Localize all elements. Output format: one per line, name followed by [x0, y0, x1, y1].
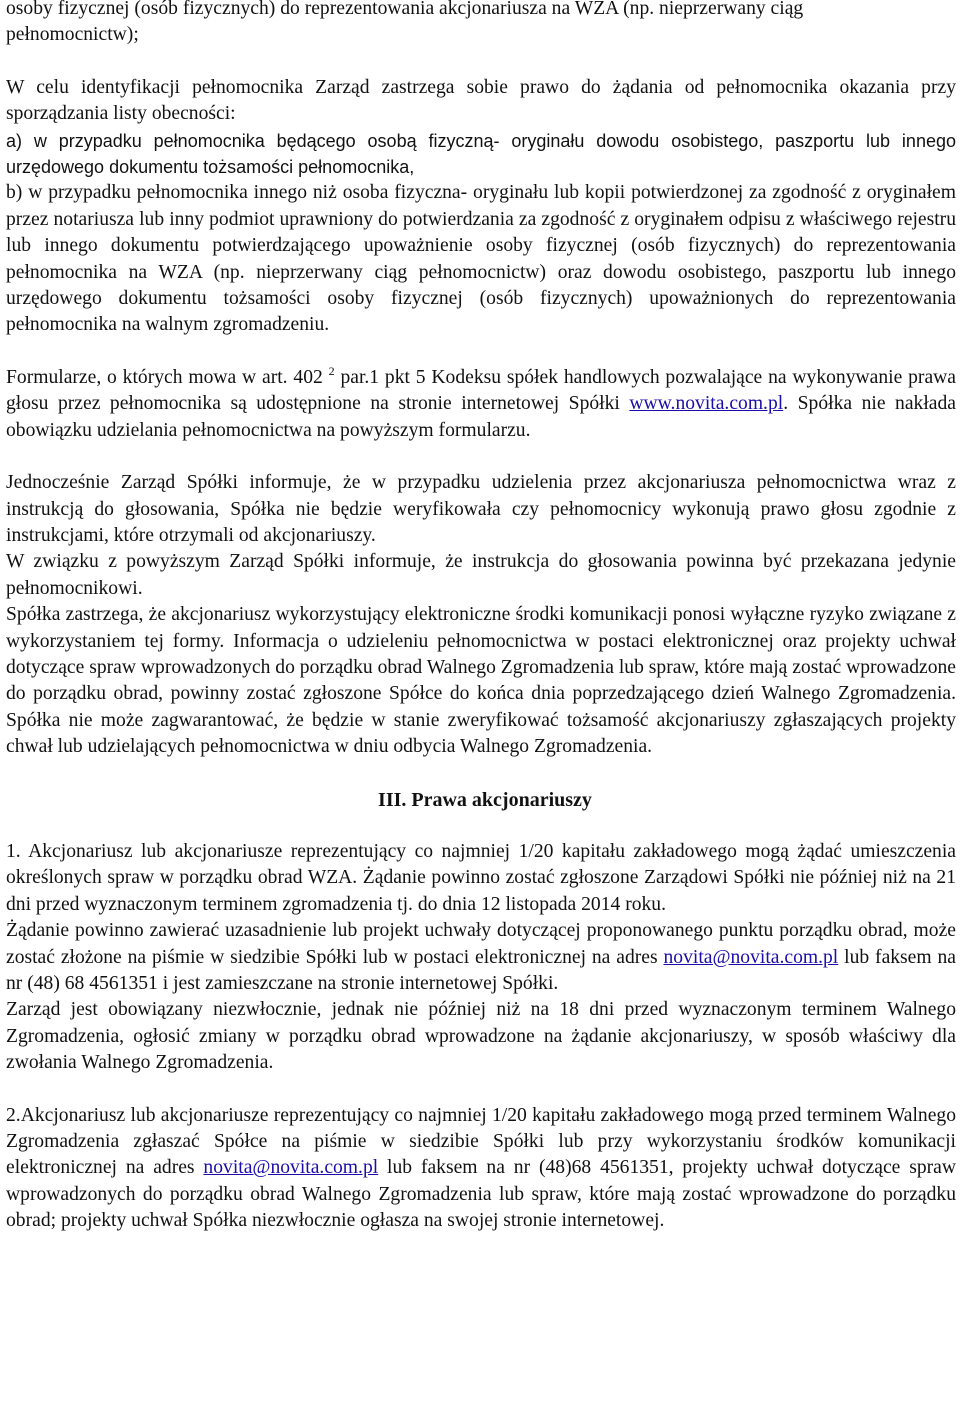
identification-item-b: b) w przypadku pełnomocnika innego niż osoba fizyczna- oryginału lub kopii potwierdzonej za zgodność z oryginałem przez notariusza lub inny podmiot uprawniony do potwierdzania za zgodność z oryginałem odpisu z właściwego rejestru lub innego dokumentu potwierdzającego upoważnienie osoby fizycznej (osób fizycznych) do reprezentowania pełnomocnika na WZA (np. nieprzerwany ciąg pełnomocnictw) oraz dowodu osobistego, paszportu lub innego urzędowego dokumentu tożsamości osoby fizycznej (osób fizycznych) upoważnionych do reprezentowania pełnomocnika na walnym zgromadzeniu.	[6, 182, 956, 336]
rights-p4-pre: 2.Akcjonariusz lub akcjonariusze reprezentujący co najmniej 1/20 kapitału zakładowego mogą przed terminem Walnego Zgromadzenia zgłaszać Spółce na piśmie w siedzibie Spółki lub przy wykorzystaniu środków komunikacji elektronicznej na adres	[6, 1104, 956, 1179]
spacer	[6, 1077, 956, 1103]
board-paragraph-3: Spółka zastrzega, że akcjonariusz wykorzystujący elektroniczne środki komunikacji ponosi wyłączne ryzyko związane z wykorzystaniem tej formy. Informacja o udzieleniu pełnomocnictwa w postaci elektronicznej oraz projekty uchwał dotyczące spraw wprowadzonych do porządku obrad Walnego Zgromadzenia lub spraw, które mają zostać wprowadzone do porządku obrad, powinny zostać zgłoszone Spółce do końca dnia poprzedzającego dzień Walnego Zgromadzenia. Spółka nie może zagwarantować, że będzie w stanie zweryfikować tożsamość akcjonariuszy zgłaszających projekty chwał lub udzielających pełnomocnictwa w dniu odbycia Walnego Zgromadzenia.	[6, 604, 956, 758]
rights-paragraph-2	[6, 918, 956, 997]
rights-p2-post: lub faksem na nr (48) 68 4561351 i jest zamieszczane na stronie internetowej Spółki.	[6, 946, 956, 994]
website-link[interactable]: www.novita.com.pl	[629, 393, 784, 415]
spacer	[6, 761, 956, 787]
rights-p4-post: lub faksem na nr (48)68 4561351, projekty uchwał dotyczące spraw wprowadzonych do porządku obrad Walnego Zgromadzenia lub spraw, które mają zostać wprowadzone do porządku obrad; projekty uchwał Spółka niezwłocznie ogłasza na swojej stronie internetowej.	[6, 1157, 957, 1232]
rights-p2-pre: Żądanie powinno zawierać uzasadnienie lub projekt uchwały dotyczącej proponowanego punktu porządku obrad, może zostać złożone na piśmie w siedzibie Spółki lub w postaci elektronicznej na adres	[6, 920, 956, 968]
rights-paragraph-4	[6, 1103, 956, 1235]
spacer	[6, 444, 956, 470]
intro-line-2: pełnomocnictw);	[6, 24, 139, 46]
forms-text-pre: Formularze, o których mowa w art. 402	[6, 366, 323, 388]
rights-paragraph-3: Zarząd jest obowiązany niezwłocznie, jednak nie później niż na 18 dni przed wyznaczonym terminem Walnego Zgromadzenia, ogłosić zmiany w porządku obrad wprowadzone na żądanie akcjonariuszy, w sposób właściwy dla zwołania Walnego Zgromadzenia.	[6, 999, 956, 1074]
document-page	[6, 0, 956, 1235]
rights-paragraph-1: 1. Akcjonariusz lub akcjonariusze reprezentujący co najmniej 1/20 kapitału zakładowego mogą żądać umieszczenia określonych spraw w porządku obrad WZA. Żądanie powinno zostać zgłoszone Zarządowi Spółki nie później niż na 21 dni przed wyznaczonym terminem zgromadzenia tj. do dnia 12 listopada 2014 roku.	[6, 840, 956, 915]
spacer	[6, 49, 956, 75]
spacer	[6, 813, 956, 839]
forms-text-post: par.1 pkt 5 Kodeksu spółek handlowych pozwalające na wykonywanie prawa głosu przez pełnomocnika są udostępnione na stronie internetowej Spółki	[6, 366, 956, 415]
board-paragraph-1: Jednocześnie Zarząd Spółki informuje, że w przypadku udzielenia przez akcjonariusza pełnomocnictwa wraz z instrukcją do głosowania, Spółka nie będzie weryfikowała czy pełnomocnicy wykonują prawo głosu zgodnie z instrukcjami, które otrzymali od akcjonariuszy.	[6, 472, 956, 546]
email-link[interactable]: novita@novita.com.pl	[203, 1157, 379, 1179]
forms-superscript: 2	[328, 363, 335, 378]
intro-line-1: osoby fizycznej (osób fizycznych) do reprezentowania akcjonariusza na WZA (np. nieprzerwany ciąg	[6, 0, 804, 19]
identification-paragraph: W celu identyfikacji pełnomocnika Zarząd zastrzega sobie prawo do żądania od pełnomocnika okazania przy sporządzania listy obecności:	[6, 76, 956, 125]
identification-item-a: a) w przypadku pełnomocnika będącego osobą fizyczną- oryginału dowodu osobistego, paszportu lub innego urzędowego dokumentu tożsamości pełnomocnika,	[6, 130, 956, 178]
email-link[interactable]: novita@novita.com.pl	[663, 946, 839, 968]
section-heading: III. Prawa akcjonariuszy	[378, 788, 592, 811]
forms-text-tail: . Spółka nie nakłada obowiązku udzielania pełnomocnictwa na powyższym formularzu.	[6, 393, 956, 441]
board-paragraph-2: W związku z powyższym Zarząd Spółki informuje, że instrukcja do głosowania powinna być przekazana jedynie pełnomocnikowi.	[6, 551, 956, 599]
forms-paragraph	[6, 365, 956, 444]
spacer	[6, 339, 956, 365]
